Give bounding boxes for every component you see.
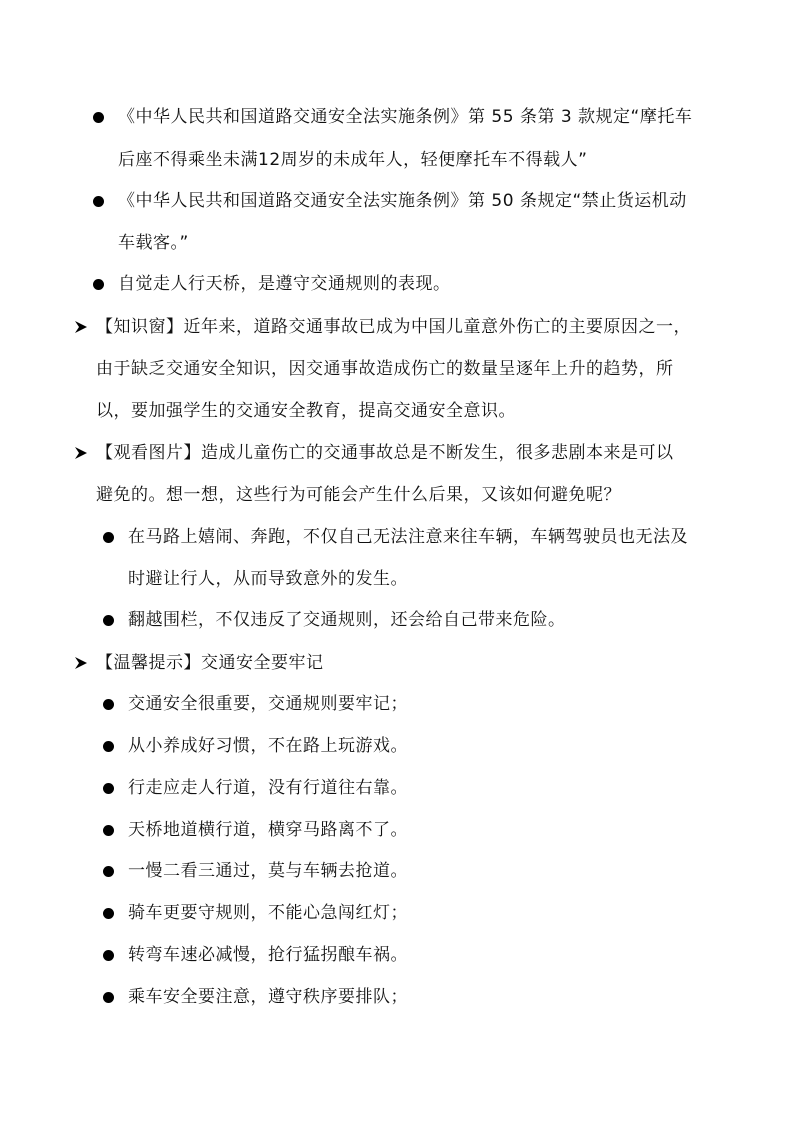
section-line: 【观看图片】造成儿童伤亡的交通事故总是不断发生，很多悲剧本来是可以	[96, 443, 674, 463]
section-line: 【知识窗】近年来，道路交通事故已成为中国儿童意外伤亡的主要原因之一，	[96, 317, 691, 337]
bullet-icon	[103, 741, 114, 752]
bullet-icon	[103, 992, 114, 1003]
bullet-icon	[103, 783, 114, 794]
tip-item: 乘车安全要注意，遵守秩序要排队；	[128, 987, 408, 1007]
tip-item: 行走应走人行道，没有行道往右靠。	[128, 778, 408, 798]
arrow-bullet-icon	[74, 446, 88, 460]
bullet-icon	[93, 196, 104, 207]
bullet-icon	[103, 615, 114, 626]
tip-item: 转弯车速必减慢，抢行猛拐酿车祸。	[128, 945, 408, 965]
bullet-icon	[93, 279, 104, 290]
tip-item: 交通安全很重要，交通规则要牢记；	[128, 694, 408, 714]
list-item-line: 自觉走人行天桥，是遵守交通规则的表现。	[118, 274, 451, 294]
tip-item: 一慢二看三通过，莫与车辆去抢道。	[128, 861, 408, 881]
list-item-line: 车载客。”	[118, 233, 189, 253]
arrow-bullet-icon	[74, 656, 88, 670]
bullet-icon	[93, 112, 104, 123]
bullet-icon	[103, 950, 114, 961]
list-item-line: 在马路上嬉闹、奔跑，不仅自己无法注意来往车辆，车辆驾驶员也无法及	[128, 527, 688, 547]
tip-item: 天桥地道横行道，横穿马路离不了。	[128, 820, 408, 840]
bullet-icon	[103, 699, 114, 710]
section-line: 以，要加强学生的交通安全教育，提高交通安全意识。	[96, 401, 516, 421]
list-item-line: 时避让行人，从而导致意外的发生。	[128, 569, 408, 589]
list-item-line: 翻越围栏，不仅违反了交通规则，还会给自己带来危险。	[128, 610, 566, 630]
bullet-icon	[103, 908, 114, 919]
list-item-line: 《中华人民共和国道路交通安全法实施条例》第 50 条规定“禁止货运机动	[118, 191, 687, 211]
tip-item: 骑车更要守规则，不能心急闯红灯；	[128, 903, 408, 923]
bullet-icon	[103, 532, 114, 543]
arrow-bullet-icon	[74, 320, 88, 334]
bullet-icon	[103, 866, 114, 877]
section-line: 由于缺乏交通安全知识，因交通事故造成伤亡的数量呈逐年上升的趋势，所	[96, 359, 674, 379]
tip-item: 从小养成好习惯，不在路上玩游戏。	[128, 736, 408, 756]
list-item-line: 后座不得乘坐未满12周岁的未成年人，轻便摩托车不得载人”	[118, 150, 588, 170]
bullet-icon	[103, 825, 114, 836]
list-item-line: 《中华人民共和国道路交通安全法实施条例》第 55 条第 3 款规定“摩托车	[118, 107, 693, 127]
section-line: 避免的。想一想，这些行为可能会产生什么后果，又该如何避免呢？	[96, 485, 621, 505]
section-line: 【温馨提示】交通安全要牢记	[96, 653, 324, 673]
